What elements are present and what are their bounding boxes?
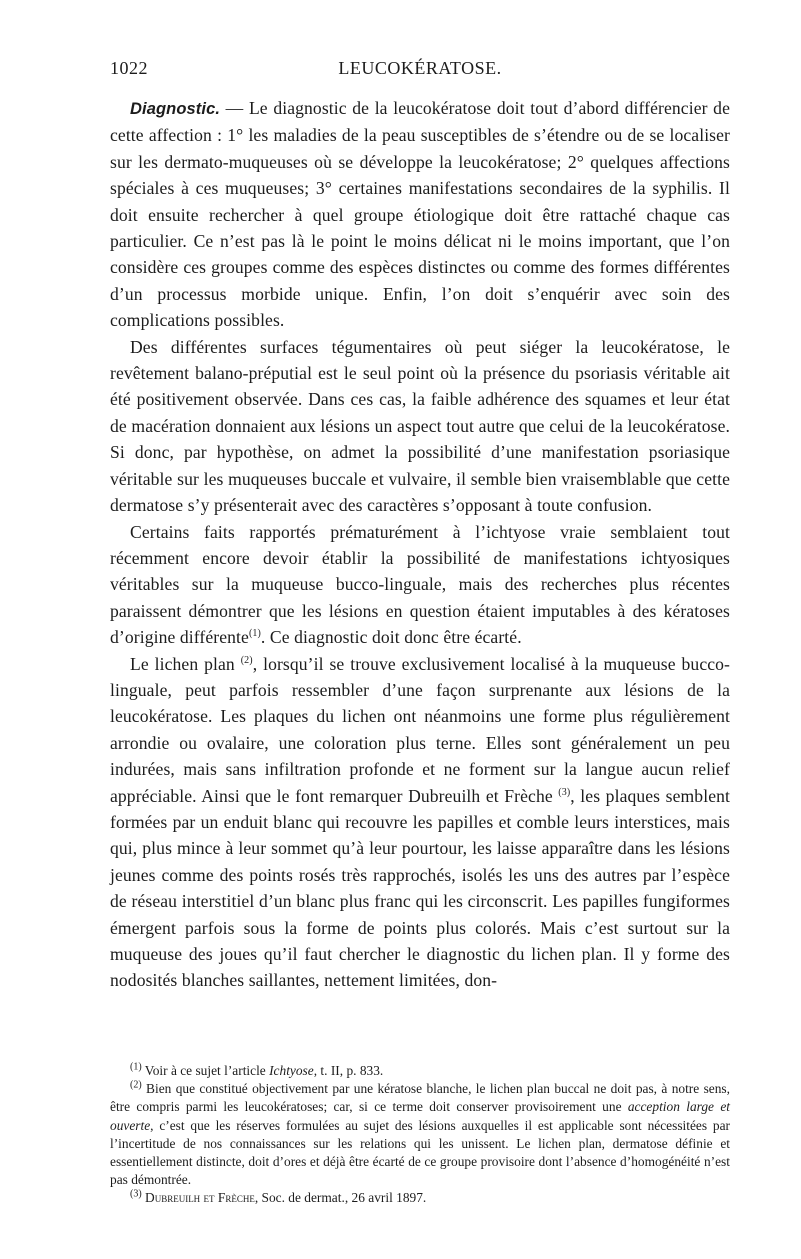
footnote-text: Bien que constitué objectivement par une kératose blanche, le lichen plan buccal ne doit pas, à notre sens, être compris parmi les leucokératoses; car, si ce terme doit conserver provisoirement une [110,1081,730,1115]
footnote-italic: Ichtyose [269,1063,314,1078]
paragraph-text: , lorsqu’il se trouve exclusivement localisé à la muqueuse bucco-linguale, peut parfois ressembler d’une façon surprenante aux lésions de la leucokératose. Les plaques du lichen ont néanmoins une forme plus régulièrement arrondie ou ovalaire, une coloration plus terne. Elles sont généralement un peu indurées, mais sans infiltration profonde et ne forment sur la langue aucun relief appréciable. Ainsi que le font remarquer Dubreuilh et Frèche [110,653,730,806]
footnote-1 [110,1062,730,1080]
footnote-mark: (2) [130,1079,142,1091]
paragraph-lichen [110,651,730,994]
running-title: LEUCOKÉRATOSE. [338,58,502,78]
page-number: 1022 [110,58,148,78]
footnote-ref: (2) [240,654,253,666]
footnote-text: , Soc. de dermat., 26 avril 1897. [254,1190,427,1206]
footnote-mark: (1) [130,1061,142,1073]
footnote-ref: (1) [248,628,261,640]
footnote-text: , t. II, p. 833. [313,1063,384,1078]
paragraph-text: Certains faits rapportés prématurément à l’ichtyose vraie semblaient tout récemment encore devoir établir la possibilité de manifestations ichtyosiques véritables sur la muqueuse bucco-linguale, mais des recherches plus récentes paraissent démontrer que les lésions en question étaient imputables à des kératoses d’origine différente [110,521,730,648]
paragraph-text: , les plaques semblent formées par un enduit blanc qui recouvre les papilles et comble leurs interstices, mais qui, plus mince à leur sommet qu’à leur pourtour, les laisse apparaître dans les lésions jeunes comme des points rosés très rapprochés, isolés les uns des autres par l’espèce de réseau interstitiel d’un blanc plus franc qui les circonscrit. Les papilles fungiformes émergent parfois sous la forme de points plus colorés. Mais c’est surtout sur la muqueuse des joues qu’il faut chercher le diagnostic du lichen plan. Il y forme des nodosités blanches saillantes, nettement limitées, don- [110,785,730,991]
footnotes [110,1062,730,1208]
footnote-text: , c’est que les réserves formulées au sujet des lésions auxquelles il est applicable sont nécessitées par l’incertitude de nos connaissances sur les relations qui les unissent. Le lichen plan, dermatose définie et essentiellement distincte, doit d’ores et déjà être écarté de ce groupe provisoire dont l’absence d’homogénéité n’est pas démontrée. [110,1117,730,1188]
section-heading: Diagnostic. [130,100,221,118]
footnote-ref: (3) [558,786,571,798]
body-text [110,95,730,994]
footnote-mark: (3) [130,1188,142,1200]
paragraph-text: . Ce diagnostic doit donc être écarté. [260,627,522,648]
footnote-3 [110,1189,730,1207]
footnote-italic: acception large et ouverte [110,1099,730,1133]
paragraph-ichtyose [110,519,730,651]
paragraph-text: Le lichen plan [130,653,241,674]
running-head [110,58,730,82]
footnote-authors: Dubreuilh et Frèche [141,1190,255,1206]
paragraph-diagnostic [110,95,730,334]
footnote-2 [110,1080,730,1189]
paragraph-text: — Le diagnostic de la leucokératose doit tout d’abord différencier de cette affection : 1° les maladies de la peau susceptibles de s’étendre ou de se localiser sur les dermato-muqueuses où se développe la leucokératose; 2° quelques affections spéciales à ces muqueuses; 3° certaines manifestations secondaires de la syphilis. Il doit ensuite rechercher à quel groupe étiologique doit être rattaché chaque cas particulier. Ce n’est pas là le point le moins délicat ni le moins important, que l’on considère ces groupes comme des espèces distinctes ou comme des formes différentes d’un processus morbide unique. Enfin, l’on doit s’enquérir avec soin des complications possibles. [110,98,730,331]
paragraph-psoriasis: Des différentes surfaces tégumentaires où peut siéger la leucokératose, le revêtement balano-préputial est le seul point où la présence du psoriasis véritable ait été positivement observée. Dans ces cas, la faible adhérence des squames et leur état de macération donnaient aux lésions un aspect tout autre que celui de la leucokératose. Si donc, par hypothèse, on admet la possibilité d’une manifestation psoriasique véritable sur les muqueuses buccale et vulvaire, il semble bien vraisemblable que cette dermatose s’y présenterait avec des caractères s’opposant à toute confusion. [110,336,730,516]
footnote-text: Voir à ce sujet l’article [141,1063,270,1078]
